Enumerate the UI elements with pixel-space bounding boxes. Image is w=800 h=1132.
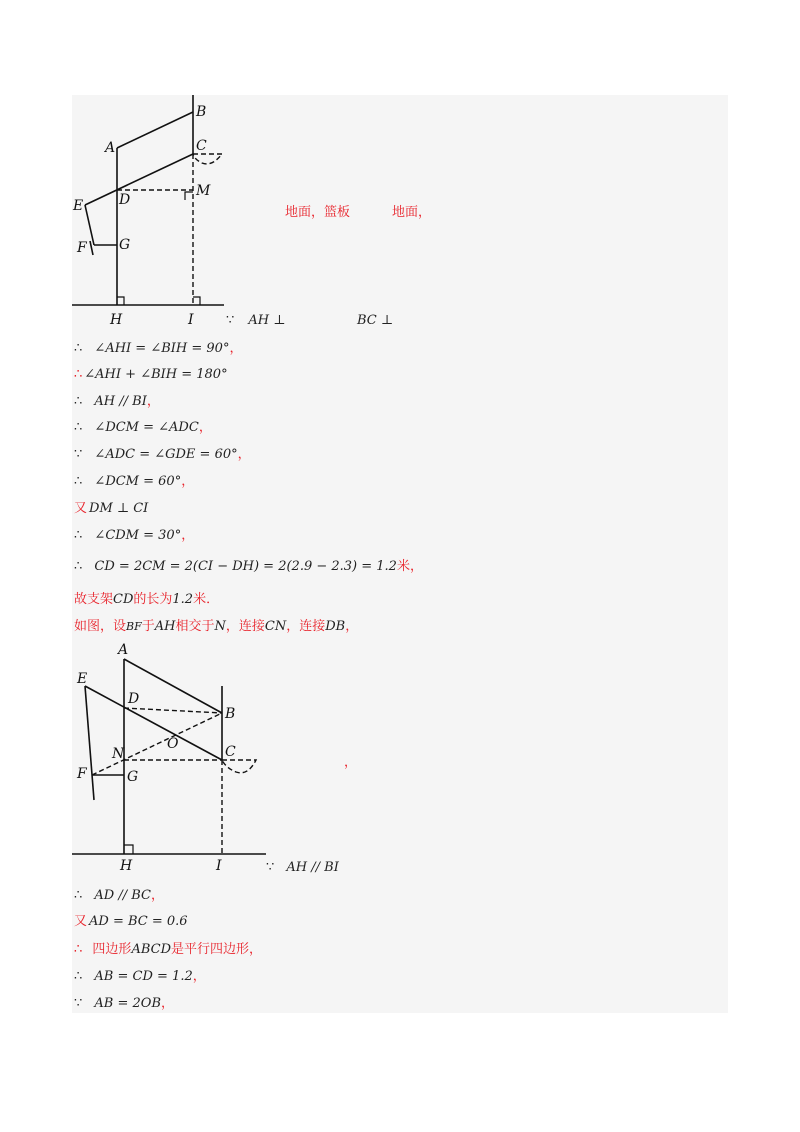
setup-text: ，连接: [286, 619, 326, 634]
since-line-2: [266, 859, 339, 877]
line-tail: ，: [237, 447, 251, 462]
line-expr: ∠AHI = ∠BIH = 90°: [94, 341, 230, 356]
line2-4: [74, 968, 206, 986]
line-symbol: ∴: [74, 559, 83, 574]
since-expr-2-text: BC ⊥: [357, 313, 394, 328]
conclusion-pre: 故支架: [74, 592, 114, 607]
label-c: C: [196, 138, 207, 154]
line-tail: ，: [161, 996, 175, 1011]
line-expr: AB = CD = 1.2: [94, 969, 193, 984]
line-symbol: ∴: [74, 367, 83, 382]
line-expr: AB = 2OB: [94, 996, 162, 1011]
line2-2: [74, 913, 188, 931]
setup-text: ，: [345, 619, 359, 634]
segment-ef: [85, 205, 94, 245]
setup-var: BF: [126, 620, 142, 633]
line2-5: [74, 995, 174, 1013]
line-expr: AD = BC = 0.6: [89, 914, 188, 929]
right-angle-m: [185, 192, 193, 200]
line-symbol: ∴: [74, 888, 83, 903]
line-symbol: ∴: [74, 528, 83, 543]
since-expr-2: [357, 312, 393, 330]
line-symbol: ∴: [74, 394, 83, 409]
line-tail: ，: [151, 888, 165, 903]
label-g: G: [127, 769, 139, 785]
setup-var: CN: [264, 619, 287, 634]
line-7: [74, 500, 148, 518]
conclusion-mid: 的长为: [133, 592, 173, 607]
line-2: [74, 366, 228, 384]
setup-var: N: [214, 619, 226, 634]
conclusion-line: [74, 591, 219, 609]
figure-2-comma: ，: [344, 755, 358, 770]
line-expr: CD = 2CM = 2(CI − DH) = 2(2.9 − 2.3) = 1.2: [94, 559, 397, 574]
hoop: [222, 760, 256, 773]
label-g: G: [119, 237, 131, 253]
line-tail: ，: [198, 420, 212, 435]
line-symbol: ∴: [74, 420, 83, 435]
line-symbol: ∴: [74, 969, 83, 984]
line-expr: ∠CDM = 30°: [94, 528, 182, 543]
line-tail: ，: [181, 474, 195, 489]
label-i: I: [188, 312, 194, 328]
right-angle-h: [117, 297, 124, 305]
setup-pre: 如图，设: [74, 619, 127, 634]
line2-1: [74, 887, 164, 905]
since-line-1: [226, 312, 286, 330]
line-expr: ABCD: [131, 942, 171, 957]
label-e: E: [73, 198, 84, 214]
label-i: I: [216, 858, 222, 874]
line-expr: ∠AHI + ∠BIH = 180°: [84, 367, 228, 382]
segment-db: [124, 708, 222, 713]
conclusion-num: 1.2: [172, 592, 194, 607]
line-tail: ，: [181, 528, 195, 543]
setup-text: 于: [141, 619, 155, 634]
conclusion-var: CD: [113, 592, 134, 607]
line-tail: ，: [146, 394, 160, 409]
setup-var: DB: [325, 619, 346, 634]
side-text-left: 地面，篮板: [285, 205, 351, 220]
line-expr: ∠DCM = 60°: [94, 474, 182, 489]
label-o: O: [167, 736, 179, 752]
label-d: D: [119, 192, 131, 208]
label-e: E: [77, 671, 88, 687]
line-expr: ∠ADC = ∠GDE = 60°: [94, 447, 238, 462]
line-tail: ，: [229, 341, 243, 356]
line2-3: [74, 941, 262, 959]
since-symbol: ∵: [226, 313, 235, 328]
label-f: F: [77, 240, 87, 256]
line-6: [74, 473, 194, 491]
line-symbol: ∴: [74, 341, 83, 356]
line-symbol: 又: [74, 914, 88, 929]
label-b: B: [196, 104, 207, 120]
label-m: M: [196, 183, 211, 199]
right-angle-h: [124, 845, 133, 854]
figure-2-diagram: [72, 640, 275, 880]
segment-ef: [85, 686, 94, 800]
label-a: A: [105, 140, 116, 156]
label-h: H: [110, 312, 123, 328]
line-tail: ，: [192, 969, 206, 984]
line-post: 是平行四边形，: [171, 942, 263, 957]
right-angle-i: [193, 297, 200, 305]
setup-var: AH: [154, 619, 176, 634]
line-8: [74, 527, 194, 545]
line-expr: AH // BI: [94, 394, 147, 409]
hoop: [193, 154, 222, 164]
label-h: H: [120, 858, 133, 874]
line-3: [74, 393, 160, 411]
segment-ab: [117, 112, 193, 148]
line-symbol: ∴: [74, 474, 83, 489]
conclusion-post: 米．: [193, 592, 220, 607]
line-symbol: 又: [74, 501, 88, 516]
setup-text: 相交于: [175, 619, 215, 634]
setup-line: [74, 618, 358, 636]
segment-ec: [85, 154, 193, 205]
side-text-right: 地面，: [392, 205, 432, 220]
line-symbol: ∴: [74, 942, 83, 957]
line-symbol: ∵: [74, 447, 83, 462]
line-4: [74, 419, 212, 437]
line-symbol: ∵: [74, 996, 83, 1011]
line-expr: AD // BC: [94, 888, 151, 903]
line-expr: ∠DCM = ∠ADC: [94, 420, 199, 435]
figure-1-diagram: [72, 95, 252, 335]
label-b: B: [225, 706, 236, 722]
line-pre: 四边形: [92, 942, 132, 957]
segment-fb: [92, 713, 222, 775]
label-n: N: [112, 746, 125, 762]
since-expr-1: AH ⊥: [248, 313, 286, 328]
since-expr: AH // BI: [286, 860, 339, 875]
label-c: C: [225, 744, 236, 760]
segment-f-tail: [90, 241, 93, 255]
line-9: [74, 558, 423, 576]
line-expr: DM ⊥ CI: [89, 501, 149, 516]
line-5: [74, 446, 251, 464]
setup-text: ，连接: [225, 619, 265, 634]
line-tail: 米，: [396, 559, 423, 574]
label-f: F: [77, 766, 87, 782]
label-d: D: [128, 691, 140, 707]
since-symbol: ∵: [266, 860, 275, 875]
line-1: [74, 340, 242, 358]
label-a: A: [118, 642, 129, 658]
